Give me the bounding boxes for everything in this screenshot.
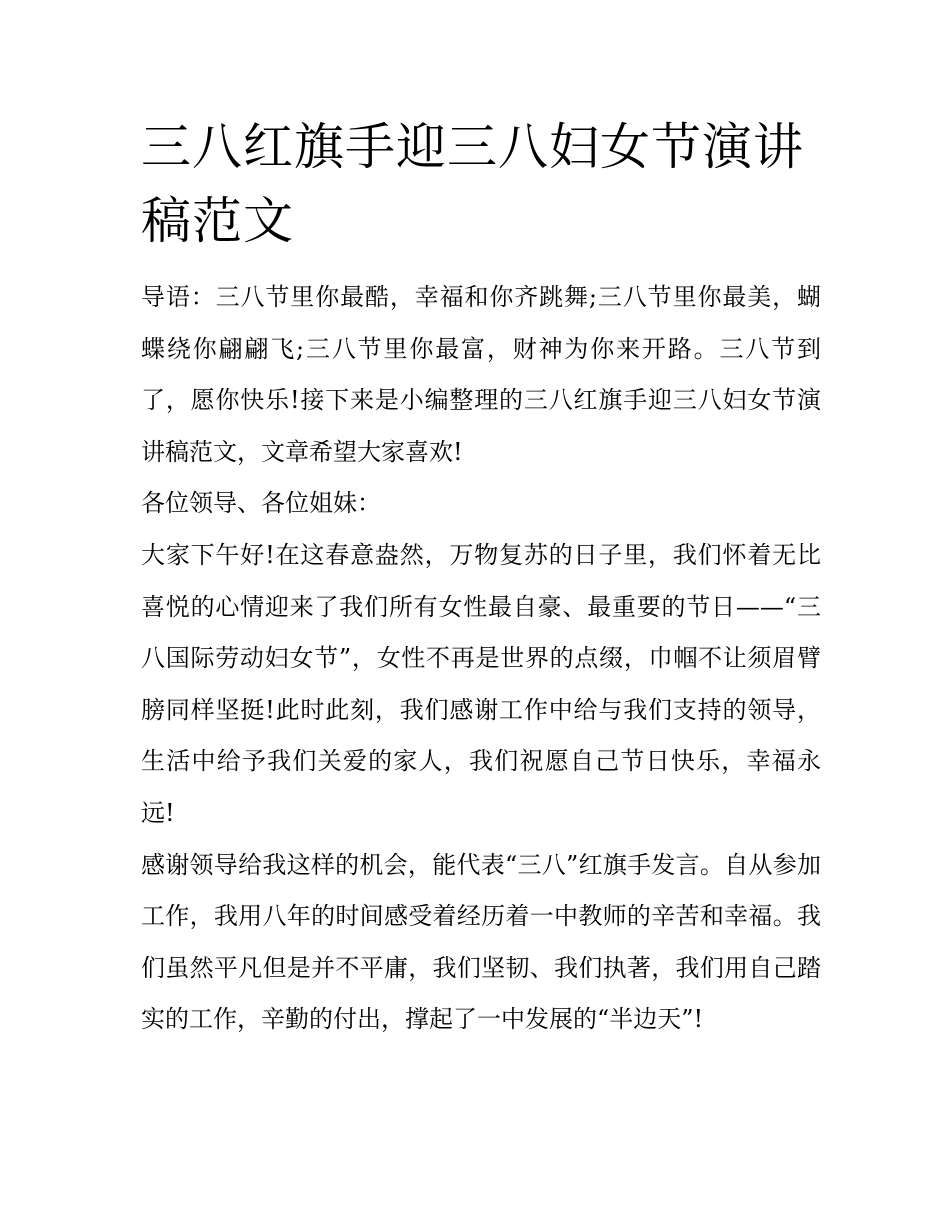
document-title: 三八红旗手迎三八妇女节演讲稿范文 [141, 118, 804, 250]
intro-paragraph: 导语：三八节里你最酷，幸福和你齐跳舞;三八节里你最美，蝴蝶绕你翩翩飞;三八节里你最富，财神为你来开路。三八节到了，愿你快乐!接下来是小编整理的三八红旗手迎三八妇女节演讲稿范文，文章希望大家喜欢! [141, 283, 821, 466]
greeting-paragraph: 大家下午好!在这春意盎然，万物复苏的日子里，我们怀着无比喜悦的心情迎来了我们所有女性最自豪、最重要的节日——“三八国际劳动妇女节”，女性不再是世界的点缀，巾帼不让须眉臂膀同样坚挺!此时此刻，我们感谢工作中给与我们支持的领导，生活中给予我们关爱的家人，我们祝愿自己节日快乐，幸福永远! [141, 540, 821, 827]
document-body [141, 272, 821, 1046]
thanks-paragraph: 感谢领导给我这样的机会，能代表“三八”红旗手发言。自从参加工作，我用八年的时间感受着经历着一中教师的辛苦和幸福。我们虽然平凡但是并不平庸，我们坚韧、我们执著，我们用自己踏实的工作，辛勤的付出，撑起了一中发展的“半边天”! [141, 850, 821, 1034]
document-content [141, 110, 821, 1046]
salutation-paragraph: 各位领导、各位姐妹： [141, 489, 381, 518]
